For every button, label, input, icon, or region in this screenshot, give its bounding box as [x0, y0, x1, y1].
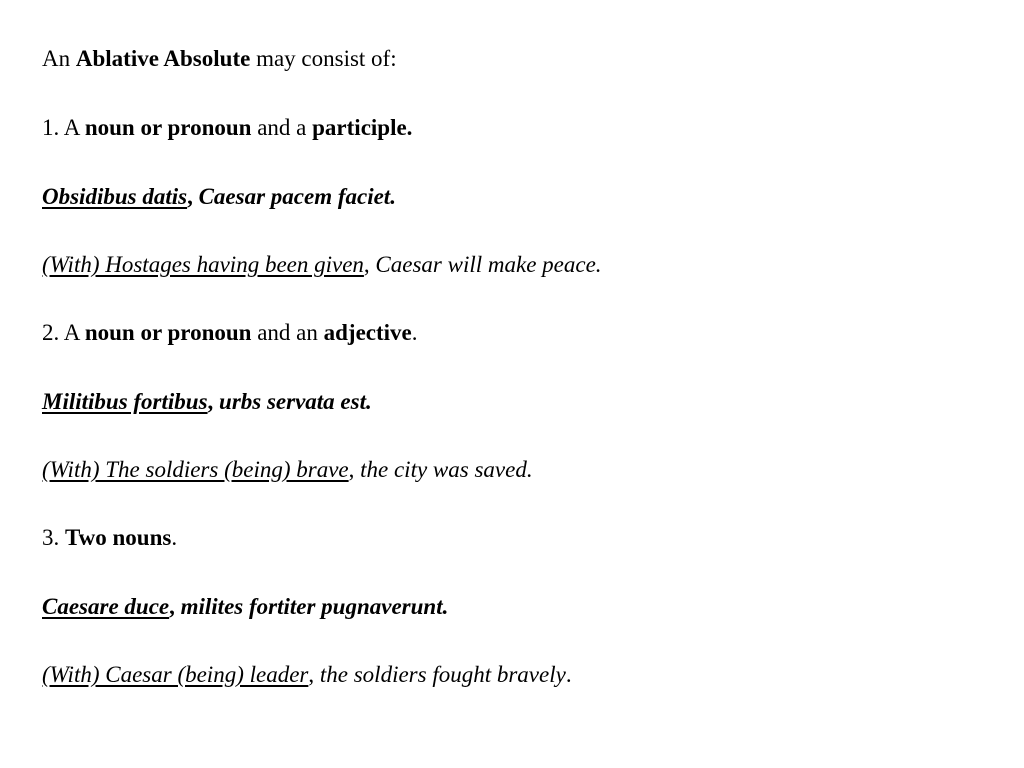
intro-term: Ablative Absolute	[75, 46, 251, 71]
intro-line	[42, 47, 397, 70]
item-2-latin-clause: urbs servata est.	[213, 389, 372, 414]
item-1-english-comma: ,	[363, 252, 370, 277]
item-1-latin-clause: Caesar pacem faciet.	[192, 184, 396, 209]
item-2-heading	[42, 321, 418, 344]
item-1-part2: participle.	[312, 115, 413, 140]
item-2-english-comma: ,	[348, 457, 355, 482]
item-2-part1: noun or pronoun	[84, 320, 252, 345]
item-3-english-comma: ,	[308, 662, 315, 687]
item-2-number: 2. A	[42, 320, 85, 345]
item-3-number: 3.	[42, 525, 65, 550]
item-1-latin	[42, 185, 396, 208]
item-3-latin	[42, 595, 448, 618]
item-1-connector: and a	[251, 115, 313, 140]
item-3-latin-phrase: Caesare duce	[42, 594, 170, 619]
item-3-english-end: .	[565, 662, 572, 687]
item-1-english	[42, 253, 602, 276]
item-1-english-phrase: (With) Hostages having been given	[42, 252, 364, 277]
item-2-latin-phrase: Militibus fortibus	[42, 389, 208, 414]
item-3-latin-comma: ,	[169, 594, 175, 619]
item-1-part1: noun or pronoun	[84, 115, 252, 140]
item-3-part1: Two nouns	[65, 525, 172, 550]
item-2-english-phrase: (With) The soldiers (being) brave	[42, 457, 349, 482]
item-2-english-clause: the city was saved.	[354, 457, 533, 482]
item-3-heading	[42, 526, 177, 549]
item-3-english-phrase: (With) Caesar (being) leader	[42, 662, 309, 687]
item-2-part2: adjective	[323, 320, 412, 345]
intro-suffix: may consist of:	[250, 46, 397, 71]
item-1-latin-phrase: Obsidibus datis	[42, 184, 188, 209]
item-2-english	[42, 458, 533, 481]
item-1-english-clause: Caesar will make peace.	[369, 252, 602, 277]
slide-content	[42, 0, 1002, 768]
item-1-heading	[42, 116, 412, 139]
item-2-end: .	[411, 320, 418, 345]
item-3-latin-clause: milites fortiter pugnaverunt.	[174, 594, 449, 619]
item-2-latin-comma: ,	[207, 389, 214, 414]
item-2-connector: and an	[251, 320, 324, 345]
intro-prefix: An	[42, 46, 76, 71]
item-1-latin-comma: ,	[187, 184, 193, 209]
item-3-english	[42, 663, 572, 686]
item-1-number: 1. A	[42, 115, 85, 140]
item-3-end: .	[171, 525, 178, 550]
item-3-english-clause: the soldiers fought bravely	[314, 662, 566, 687]
item-2-latin	[42, 390, 372, 413]
